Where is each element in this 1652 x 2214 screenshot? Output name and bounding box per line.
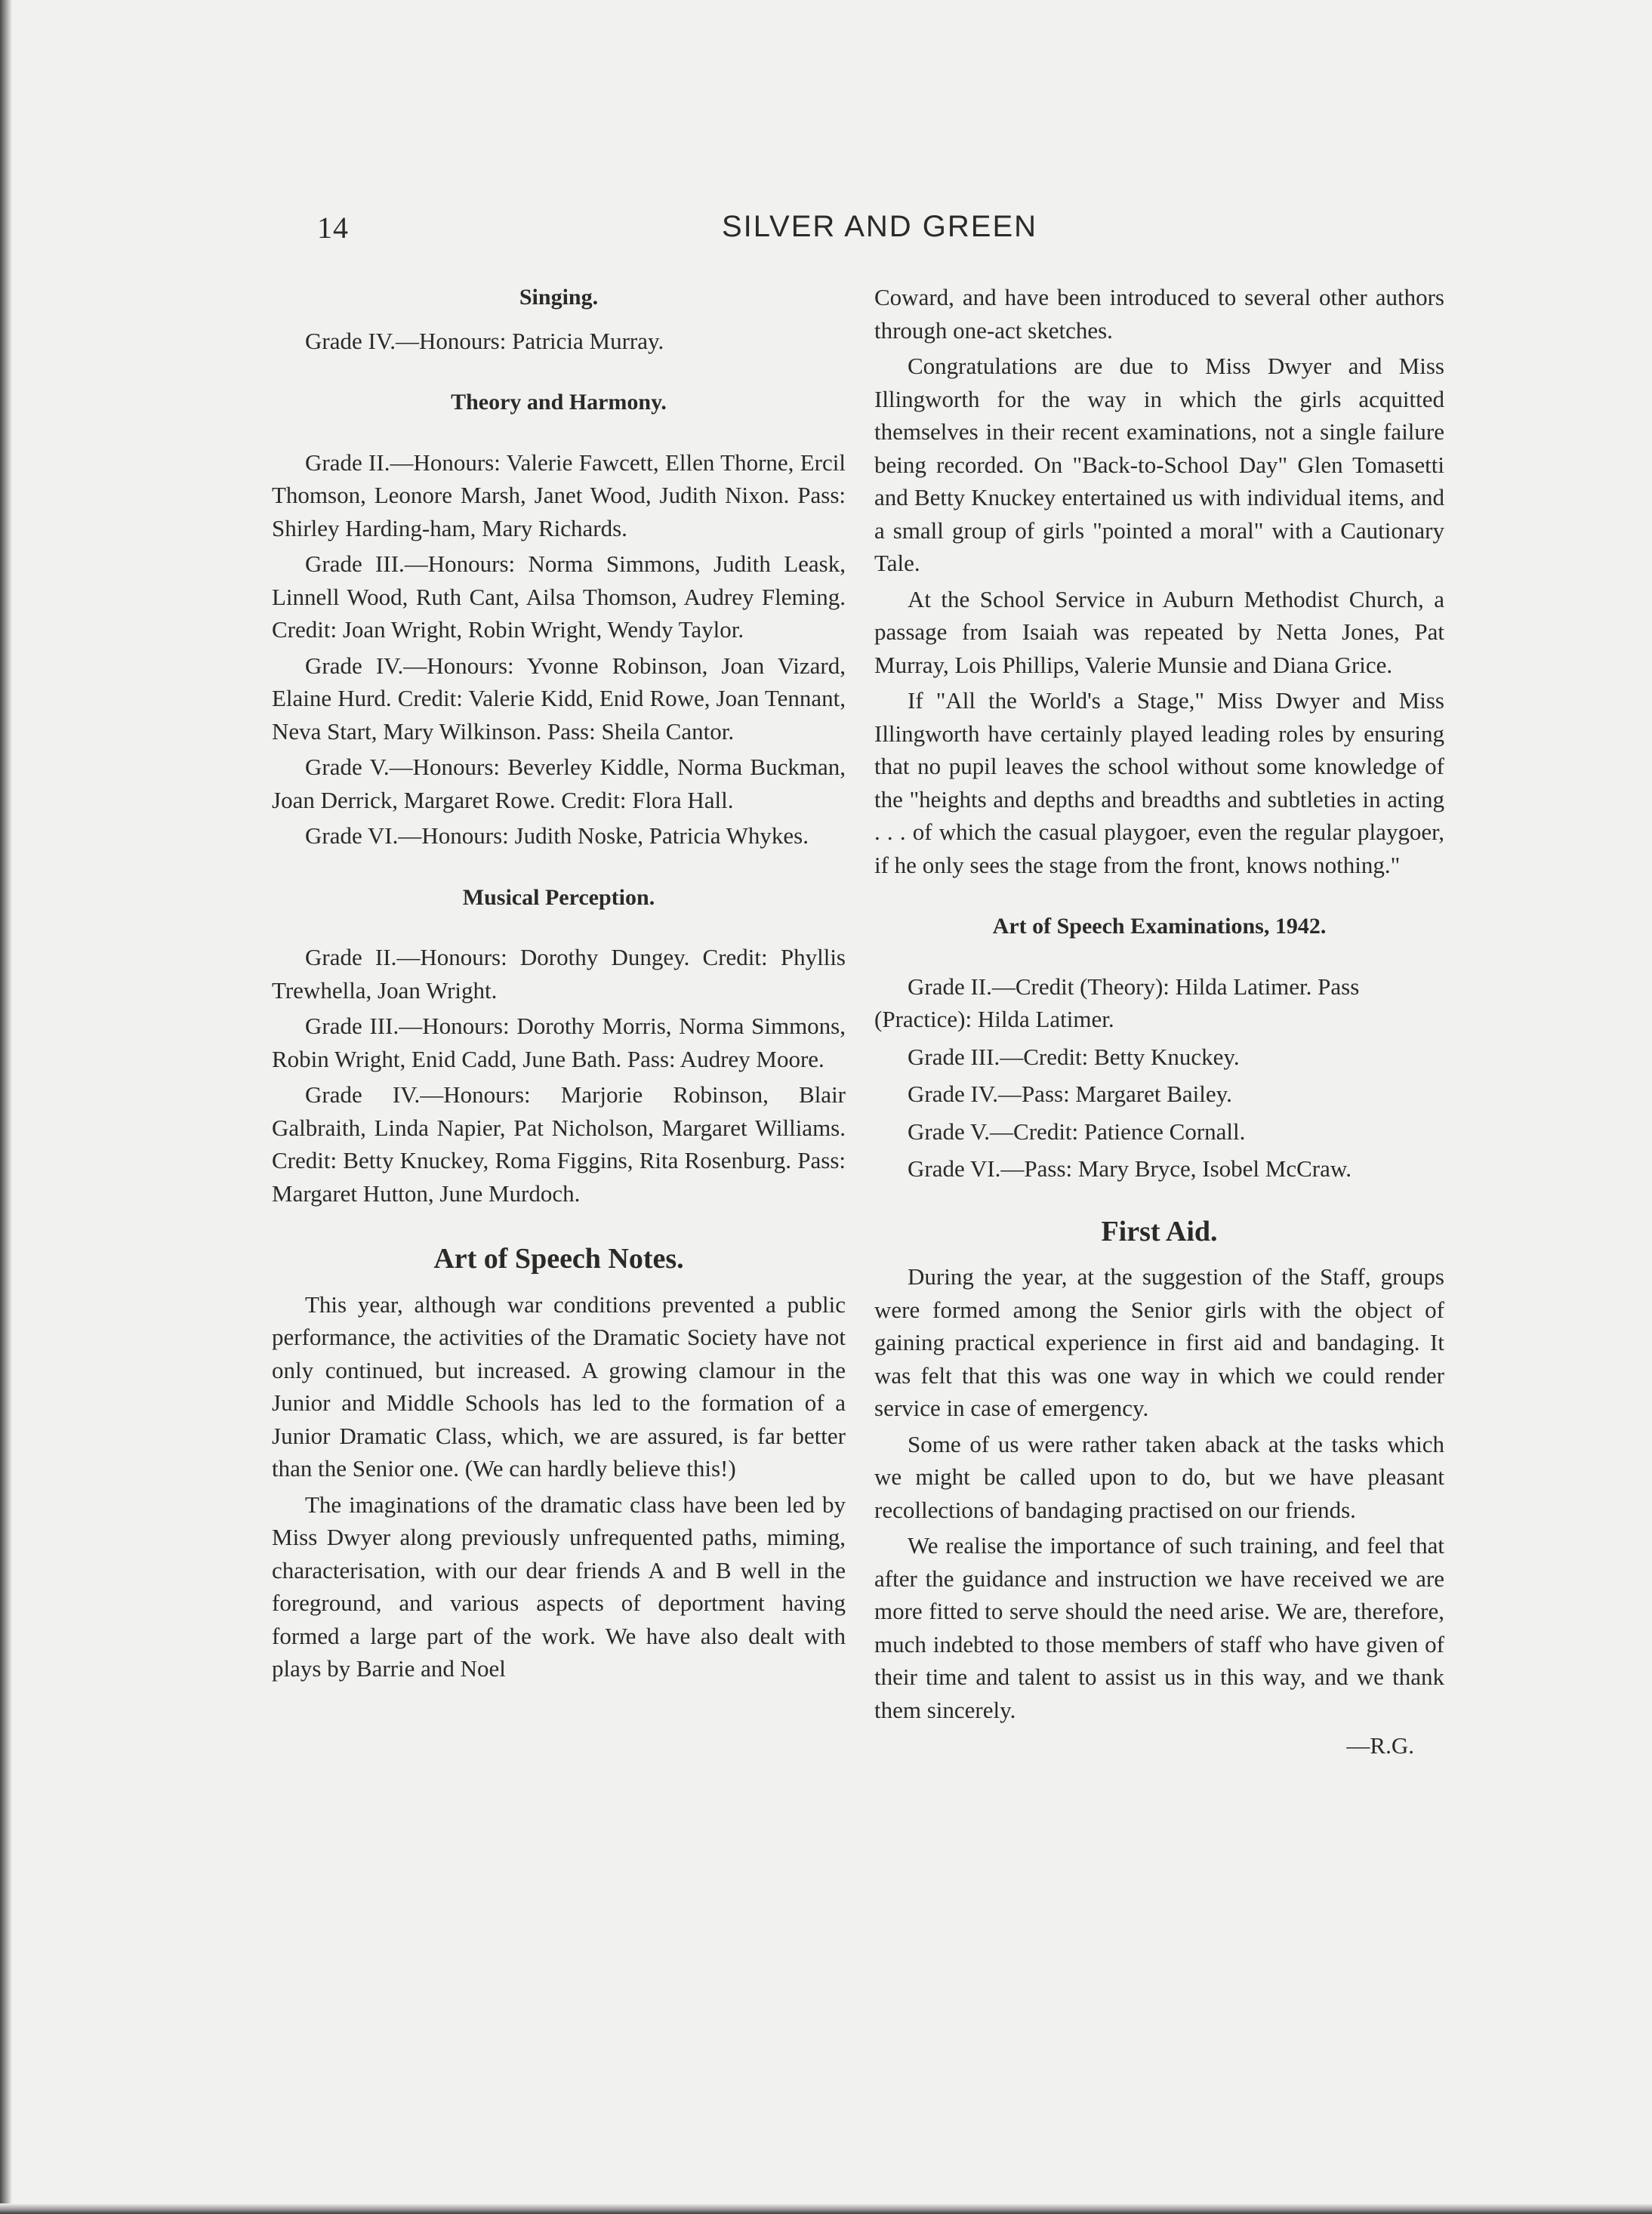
speech-notes-continuation: Coward, and have been introduced to several other authors through one-act sketches.	[874, 284, 1444, 344]
speech-notes-paragraph: If "All the World's a Stage," Miss Dwyer and Miss Illingworth have certainly played leading roles by ensuring that no pupil leaves the school without some knowledge of the "heights and depths and breadths and subtleties in acting . . . of which the casual playgoer, even the regular playgoer, if he only sees the stage from the front, knows nothing."	[874, 687, 1444, 878]
theory-grade-3: Grade III.—Honours: Norma Simmons, Judith Leask, Linnell Wood, Ruth Cant, Ailsa Thomson, Audrey Fleming. Credit: Joan Wright, Robin Wright, Wendy Taylor.	[272, 550, 846, 643]
theory-grade-2: Grade II.—Honours: Valerie Fawcett, Ellen Thorne, Ercil Thomson, Leonore Marsh, Janet Wood, Judith Nixon. Pass: Shirley Harding-ham, Mary Richards.	[272, 449, 846, 541]
musical-heading: Musical Perception.	[462, 884, 655, 910]
page-number: 14	[317, 211, 349, 245]
first-aid-heading: First Aid.	[1101, 1215, 1218, 1247]
running-title: SILVER AND GREEN	[721, 210, 1038, 243]
theory-grade-5: Grade V.—Honours: Beverley Kiddle, Norma Buckman, Joan Derrick, Margaret Rowe. Credit: Flora Hall.	[272, 754, 846, 813]
speech-notes-heading: Art of Speech Notes.	[433, 1243, 684, 1275]
speech-notes-paragraph: This year, although war conditions prevented a public performance, the activities of the Dramatic Society have not only continued, but increased. A growing clamour in the Junior and Middle Schools has led to the formation of a Junior Dramatic Class, which, we are assured, is far better than the Senior one. (We can hardly believe this!)	[272, 1290, 846, 1482]
musical-grade-4: Grade IV.—Honours: Marjorie Robinson, Blair Galbraith, Linda Napier, Pat Nicholson, Margaret Williams. Credit: Betty Knuckey, Roma Figgins, Rita Rosenburg. Pass: Margaret Hutton, June Murdoch.	[272, 1081, 846, 1207]
page-bottom-edge	[0, 2203, 1652, 2214]
musical-grade-2: Grade II.—Honours: Dorothy Dungey. Credit: Phyllis Trewhella, Joan Wright.	[272, 944, 846, 1004]
speech-notes-paragraph: At the School Service in Auburn Methodist Church, a passage from Isaiah was repeated by Netta Jones, Pat Murray, Lois Phillips, Valerie Munsie and Diana Grice.	[874, 585, 1444, 678]
theory-grade-6: Grade VI.—Honours: Judith Noske, Patricia Whykes.	[305, 822, 809, 849]
exam-line: Grade V.—Credit: Patience Cornall.	[908, 1118, 1246, 1145]
signature: —R.G.	[1346, 1732, 1414, 1759]
singing-heading: Singing.	[519, 285, 599, 310]
exam-line: Grade II.—Credit (Theory): Hilda Latimer. Pass (Practice): Hilda Latimer.	[874, 973, 1360, 1032]
first-aid-paragraph: We realise the importance of such training, and feel that after the guidance and instruction we have received we are more fitted to serve should the need arise. We are, therefore, much indebted to those members of staff who have given of their time and talent to assist us in this way, and we thank them sincerely.	[874, 1532, 1444, 1723]
theory-heading: Theory and Harmony.	[451, 390, 667, 415]
exam-line: Grade IV.—Pass: Margaret Bailey.	[908, 1081, 1232, 1107]
singing-text: Grade IV.—Honours: Patricia Murray.	[305, 327, 664, 354]
exam-line: Grade VI.—Pass: Mary Bryce, Isobel McCraw.	[908, 1155, 1352, 1182]
page-header	[317, 210, 1419, 255]
musical-grade-3: Grade III.—Honours: Dorothy Morris, Norma Simmons, Robin Wright, Enid Cadd, June Bath. Pass: Audrey Moore.	[272, 1013, 846, 1072]
left-column	[272, 281, 846, 1688]
theory-grade-4: Grade IV.—Honours: Yvonne Robinson, Joan Vizard, Elaine Hurd. Credit: Valerie Kidd, Enid Rowe, Joan Tennant, Neva Start, Mary Wilkinson. Pass: Sheila Cantor.	[272, 652, 846, 745]
speech-notes-paragraph: The imaginations of the dramatic class have been led by Miss Dwyer along previously unfrequented paths, miming, characterisation, with our dear friends A and B well in the foreground, and various aspects of deportment having formed a large part of the work. We have also dealt with plays by Barrie and Noel	[272, 1491, 846, 1682]
speech-notes-paragraph: Congratulations are due to Miss Dwyer and Miss Illingworth for the way in which the girls acquitted themselves in their recent examinations, not a single failure being recorded. On "Back-to-School Day" Glen Tomasetti and Betty Knuckey entertained us with individual items, and a small group of girls "pointed a moral" with a Cautionary Tale.	[874, 353, 1444, 576]
exam-line: Grade III.—Credit: Betty Knuckey.	[908, 1043, 1240, 1070]
first-aid-paragraph: During the year, at the suggestion of the Staff, groups were formed among the Senior girls with the object of gaining practical experience in first aid and bandaging. It was felt that this was one way in which we could render service in case of emergency.	[874, 1263, 1444, 1421]
right-column	[874, 281, 1444, 1762]
exams-heading: Art of Speech Examinations, 1942.	[992, 914, 1327, 939]
page-binding-edge	[0, 0, 12, 2214]
first-aid-paragraph: Some of us were rather taken aback at the tasks which we might be called upon to do, but we have pleasant recollections of bandaging practised on our friends.	[874, 1430, 1444, 1523]
